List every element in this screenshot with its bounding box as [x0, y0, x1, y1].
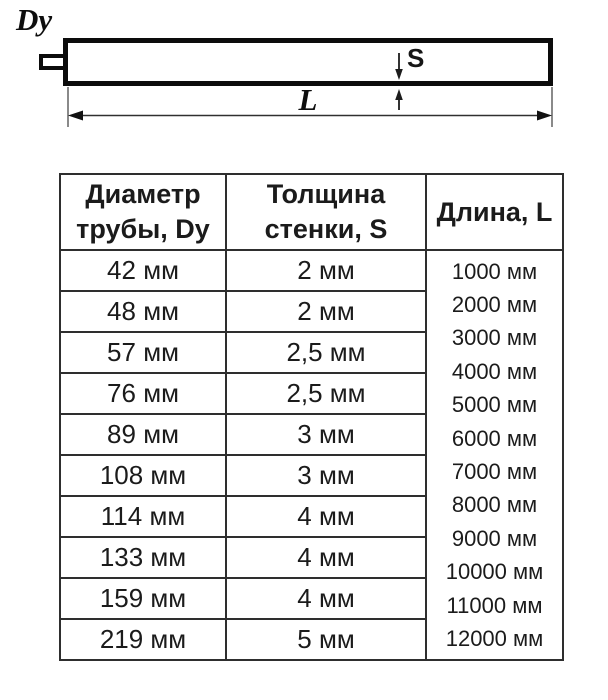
diameter-cell: 57 мм — [60, 332, 226, 373]
length-item: 5000 мм — [451, 392, 538, 418]
thickness-cell: 4 мм — [226, 496, 426, 537]
thickness-cell: 2,5 мм — [226, 332, 426, 373]
length-item: 12000 мм — [445, 626, 544, 652]
header-row — [60, 174, 563, 250]
diameter-cell: 108 мм — [60, 455, 226, 496]
length-dim-label: L — [298, 82, 318, 117]
length-item: 6000 мм — [451, 425, 538, 451]
diameter-cell: 48 мм — [60, 291, 226, 332]
diameter-cell: 42 мм — [60, 250, 226, 291]
pipe-diagram — [0, 0, 608, 165]
diameter-cell: 219 мм — [60, 619, 226, 660]
length-item: 11000 мм — [446, 592, 543, 618]
table-row — [60, 250, 563, 291]
thickness-cell: 2 мм — [226, 250, 426, 291]
length-item: 10000 мм — [445, 559, 544, 585]
diameter-cell: 89 мм — [60, 414, 226, 455]
thickness-cell: 3 мм — [226, 455, 426, 496]
length-item: 9000 мм — [451, 525, 538, 551]
length-item: 1000 мм — [451, 258, 538, 284]
header-thickness: Толщина стенки, S — [226, 174, 426, 250]
length-item: 2000 мм — [451, 291, 538, 317]
thickness-cell: 2,5 мм — [226, 373, 426, 414]
thickness-cell: 4 мм — [226, 578, 426, 619]
wall-thickness-label: S — [407, 43, 425, 73]
length-item: 3000 мм — [451, 325, 538, 351]
diameter-cell: 76 мм — [60, 373, 226, 414]
thickness-cell: 3 мм — [226, 414, 426, 455]
length-item: 8000 мм — [451, 492, 538, 518]
header-length: Длина, L — [426, 174, 563, 250]
thickness-cell: 5 мм — [226, 619, 426, 660]
diameter-cell: 133 мм — [60, 537, 226, 578]
diameter-label: Dy — [16, 2, 53, 37]
spec-table — [59, 173, 564, 661]
diameter-cell: 114 мм — [60, 496, 226, 537]
length-list-cell — [426, 250, 563, 660]
thickness-cell: 4 мм — [226, 537, 426, 578]
diameter-cell: 159 мм — [60, 578, 226, 619]
thickness-cell: 2 мм — [226, 291, 426, 332]
length-item: 4000 мм — [451, 358, 538, 384]
header-diameter: Диаметр трубы, Dy — [60, 174, 226, 250]
length-item: 7000 мм — [451, 459, 538, 484]
